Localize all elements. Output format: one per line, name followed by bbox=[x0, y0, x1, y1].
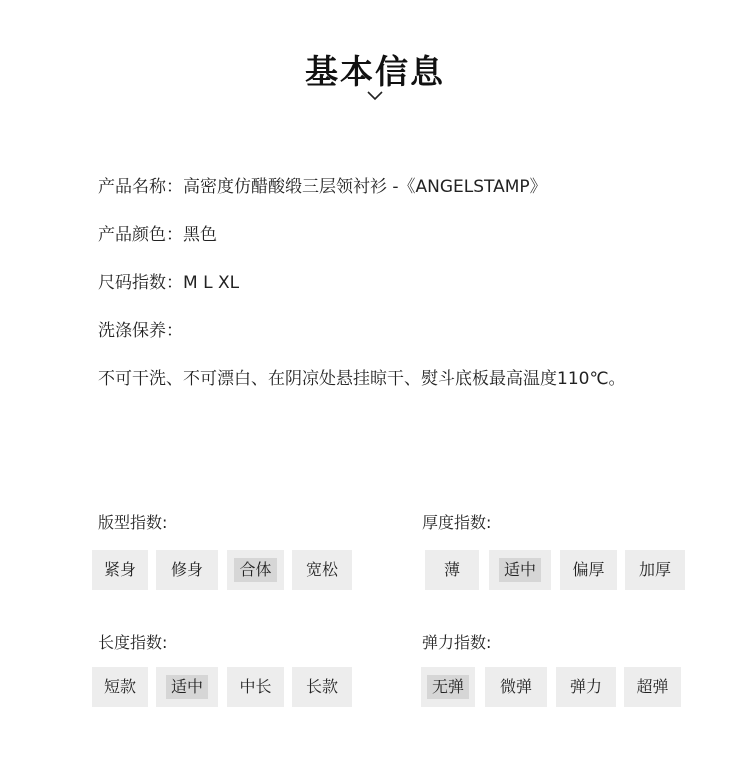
elasticity-option-slight: 微弹 bbox=[485, 667, 547, 707]
length-index-title: 长度指数: bbox=[98, 633, 168, 652]
thickness-option-medium-selected: 适中 bbox=[489, 550, 551, 590]
thickness-option-extra-thick: 加厚 bbox=[625, 550, 685, 590]
elasticity-option-none-selected: 无弹 bbox=[421, 667, 475, 707]
product-color-row bbox=[98, 224, 217, 246]
thickness-option-thick: 偏厚 bbox=[560, 550, 617, 590]
size-value: M L XL bbox=[183, 273, 240, 293]
elasticity-option-elastic: 弹力 bbox=[556, 667, 616, 707]
page-title: 基本信息 bbox=[305, 52, 445, 91]
thickness-index-title: 厚度指数: bbox=[422, 513, 492, 532]
fit-option-slim: 修身 bbox=[156, 550, 218, 590]
care-label: 洗涤保养： bbox=[98, 321, 183, 341]
elasticity-index-title: 弹力指数: bbox=[422, 633, 492, 652]
thickness-option-thin: 薄 bbox=[425, 550, 479, 590]
product-color-label: 产品颜色： bbox=[98, 225, 183, 245]
product-color-value: 黑色 bbox=[183, 225, 217, 245]
fit-option-tight: 紧身 bbox=[92, 550, 148, 590]
length-option-long: 长款 bbox=[292, 667, 352, 707]
product-name-value: 高密度仿醋酸缎三层领衬衫 -《ANGELSTAMP》 bbox=[183, 177, 547, 197]
product-name-row bbox=[98, 176, 547, 198]
care-row bbox=[98, 320, 183, 342]
fit-option-regular-selected: 合体 bbox=[227, 550, 284, 590]
length-option-short: 短款 bbox=[92, 667, 148, 707]
length-option-medium-selected: 适中 bbox=[156, 667, 218, 707]
elasticity-option-super: 超弹 bbox=[624, 667, 681, 707]
product-name-label: 产品名称： bbox=[98, 177, 183, 197]
care-instructions: 不可干洗、不可漂白、在阴凉处悬挂晾干、熨斗底板最高温度110℃。 bbox=[98, 369, 626, 389]
size-label: 尺码指数： bbox=[98, 273, 183, 293]
fit-index-title: 版型指数: bbox=[98, 513, 168, 532]
length-option-mid-long: 中长 bbox=[227, 667, 284, 707]
fit-option-loose: 宽松 bbox=[292, 550, 352, 590]
size-row bbox=[98, 272, 239, 294]
chevron-down-icon bbox=[367, 91, 383, 101]
